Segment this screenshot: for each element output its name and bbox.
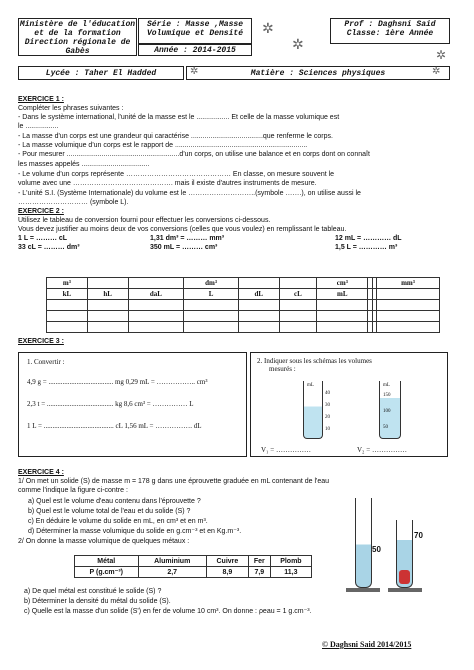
- table-cell: mm³: [376, 278, 439, 289]
- serie-box: [138, 18, 252, 44]
- serie-line-2: Volumique et Densité: [146, 29, 243, 38]
- table-cell: [47, 311, 88, 322]
- lycee-box: [18, 66, 184, 80]
- convert-row: 1 L = ........................................ cL 1,56 mL = ……………. dL: [27, 422, 202, 430]
- table-cell: Cuivre: [206, 556, 248, 567]
- ex2-title: EXERCICE 2 :: [18, 208, 64, 215]
- ex1-line: le .................: [18, 123, 59, 130]
- cylinder-1-tick: 40: [325, 391, 330, 396]
- ex1-line: - Le volume d'un corps représente ……………………………………… En classe, on mesure souvent le: [18, 171, 335, 178]
- table-cell: [87, 278, 128, 289]
- class-name: Classe: 1ère Année: [346, 29, 434, 38]
- serie-line-1: Série : Masse ,Masse: [146, 20, 243, 29]
- table-cell: [128, 278, 184, 289]
- cylinders-subtitle: mesurés :: [269, 365, 296, 373]
- conversion-item: 33 cL = ……… dm³: [18, 244, 80, 251]
- star-icon: ✲: [190, 66, 199, 77]
- prof-box: [330, 18, 450, 44]
- table-row: [75, 567, 312, 578]
- table-cell: hL: [87, 289, 128, 300]
- table-cell: [87, 311, 128, 322]
- conversion-item: 1,31 dm³ = ……… mm³: [150, 235, 225, 242]
- table-cell: Plomb: [270, 556, 311, 567]
- ex4-line: b) Quel est le volume total de l'eau et du solide (S) ?: [28, 508, 191, 515]
- table-cell: mL: [317, 289, 368, 300]
- star-icon: ✲: [436, 48, 447, 62]
- cylinder-2-unit: mL: [383, 383, 390, 388]
- convert-row: 4,9 g = ..................................... mg 0,29 mL = …………….. cm³: [27, 378, 208, 386]
- cylinder-2-tick: 100: [383, 409, 391, 414]
- lycee-text: Lycée : Taher El Hadded: [45, 69, 157, 78]
- ex3-title: EXERCICE 3 :: [18, 338, 64, 345]
- table-cell: [279, 300, 316, 311]
- convert-box: [18, 352, 247, 457]
- table-cell: Fer: [248, 556, 270, 567]
- metal-table: [74, 555, 312, 578]
- table-cell: [238, 311, 279, 322]
- ex1-line: - Pour mesurer ..........................................................d'un corps, on utilise une balance et en corps dont on connaît: [18, 151, 370, 158]
- ex1-line: - La masse d'un corps est une grandeur qui caractérise .....................................que renferme le corps.: [18, 133, 333, 140]
- table-cell: Métal: [75, 556, 139, 567]
- table-cell: L: [184, 289, 239, 300]
- year-text: Année : 2014-2015: [154, 46, 236, 55]
- matiere-text: Matière : Sciences physiques: [250, 69, 386, 78]
- cylinder-1-tick: 30: [325, 403, 330, 408]
- table-cell: dm³: [184, 278, 239, 289]
- table-cell: 11,3: [270, 567, 311, 578]
- table-cell: [184, 311, 239, 322]
- star-icon: ✲: [292, 36, 304, 52]
- table-cell: [184, 322, 239, 333]
- star-icon: ✲: [432, 66, 441, 77]
- year-box: [138, 44, 252, 56]
- ex2-line: Vous devez justifier au moins deux de vos conversions (celles que vous voulez) en remplissant le tableau.: [18, 226, 347, 233]
- conversion-item: 1 L = ……… cL: [18, 235, 68, 242]
- star-icon: ✲: [262, 20, 274, 36]
- cylinder-base: [346, 588, 380, 592]
- ex1-line: - La masse volumique d'un corps est le rapport de ....................................................................: [18, 142, 308, 149]
- cylinders-title: 2. Indiquer sous les schémas les volumes: [257, 357, 372, 365]
- ex4-question: b) Déterminer la densité du métal du solide (S).: [24, 598, 171, 605]
- table-cell: P (g.cm⁻³): [75, 567, 139, 578]
- cylinder-1-unit: mL: [307, 383, 314, 388]
- table-cell: [376, 322, 439, 333]
- conversion-table: [46, 277, 440, 333]
- ex4-line: d) Déterminer la masse volumique du solide en g.cm⁻³ et en Kg.m⁻³.: [28, 528, 242, 535]
- table-row: [47, 322, 440, 333]
- table-cell: [238, 322, 279, 333]
- table-cell: [376, 289, 439, 300]
- cylinder-mark-70: 70: [414, 531, 423, 540]
- table-cell: [238, 300, 279, 311]
- ex4-question: c) Quelle est la masse d'un solide (S') en fer de volume 10 cm³. On donne : ρeau = 1 g.cm⁻³.: [24, 608, 312, 615]
- ex1-line: - L'unité S.I. (Système Internationale) du volume est le ………………………..(symbole …….), on utilise aussi le: [18, 190, 361, 197]
- matiere-box: [186, 66, 450, 80]
- ex2-line: Utilisez le tableau de conversion fourni pour effectuer les conversions ci-dessous.: [18, 217, 271, 224]
- table-cell: 7,9: [248, 567, 270, 578]
- table-cell: [317, 311, 368, 322]
- table-cell: [128, 322, 184, 333]
- ex1-line: les masses appelés ...................................: [18, 161, 150, 168]
- table-cell: [238, 278, 279, 289]
- table-cell: 2,7: [138, 567, 206, 578]
- footer-copyright: © Daghsni Said 2014/2015: [322, 640, 412, 649]
- table-row: [47, 311, 440, 322]
- ministry-line-1: Ministère de l'éducation: [19, 20, 136, 29]
- ex4-line: a) Quel est le volume d'eau contenu dans l'éprouvette ?: [28, 498, 201, 505]
- ex4-title: EXERCICE 4 :: [18, 469, 64, 476]
- cylinder-2-tick: 50: [383, 425, 388, 430]
- cylinder-water-only: [355, 498, 372, 588]
- cylinders-box: [250, 352, 448, 457]
- table-cell: [376, 300, 439, 311]
- solid-object: [399, 570, 410, 584]
- table-cell: dL: [238, 289, 279, 300]
- table-cell: [317, 322, 368, 333]
- cylinder-1-tick: 20: [325, 415, 330, 420]
- cylinder-mark-50: 50: [372, 545, 381, 554]
- ministry-box: [18, 18, 137, 56]
- table-cell: [279, 278, 316, 289]
- table-cell: [47, 300, 88, 311]
- table-cell: [128, 311, 184, 322]
- convert-row: 2,3 t = ...................................... kg 8,6 cm³ = …………… L: [27, 400, 194, 408]
- table-cell: Aluminium: [138, 556, 206, 567]
- convert-title: 1. Convertir :: [27, 358, 65, 366]
- v2-answer: V₂ = ……………: [357, 446, 407, 454]
- table-cell: [376, 311, 439, 322]
- table-cell: [87, 322, 128, 333]
- table-row: [47, 278, 440, 289]
- cylinder-base: [388, 588, 422, 592]
- conversion-item: 12 mL = ………… dL: [335, 235, 402, 242]
- ministry-line-3: Direction régionale de Gabès: [24, 38, 131, 56]
- table-cell: kL: [47, 289, 88, 300]
- table-cell: [47, 322, 88, 333]
- v1-answer: V₁ = ……………: [261, 446, 311, 454]
- graduated-cylinder-1: [303, 381, 323, 439]
- table-cell: [317, 300, 368, 311]
- table-cell: cL: [279, 289, 316, 300]
- ex4-line: 1/ On met un solide (S) de masse m = 178 g dans une éprouvette graduée en mL contenant de l'eau: [18, 478, 330, 485]
- ex1-title: EXERCICE 1 :: [18, 96, 64, 103]
- table-row: [75, 556, 312, 567]
- table-cell: [87, 300, 128, 311]
- prof-name: Prof : Daghsni Said: [344, 20, 436, 29]
- table-cell: daL: [128, 289, 184, 300]
- table-row: [47, 300, 440, 311]
- table-cell: 8,9: [206, 567, 248, 578]
- table-row: [47, 289, 440, 300]
- ex4-line: c) En déduire le volume du solide en mL, en cm³ et en m³.: [28, 518, 208, 525]
- cylinder-2-tick: 150: [383, 393, 391, 398]
- conversion-item: 350 mL = ……… cm³: [150, 244, 218, 251]
- table-cell: m³: [47, 278, 88, 289]
- table-cell: [128, 300, 184, 311]
- ex1-line: - Dans le système international, l'unité de la masse est le ................. Et celle de la masse volumique est: [18, 114, 340, 121]
- ex1-line: volume avec une ……………………………………. mais il existe d'autres instruments de mesure.: [18, 180, 317, 187]
- ex4-line: comme l'indique la figure ci-contre :: [18, 487, 128, 494]
- ex1-line: ………………………… (symbole L).: [18, 199, 129, 206]
- table-cell: [279, 322, 316, 333]
- ex4-line: 2/ On donne la masse volumique de quelques métaux :: [18, 538, 190, 545]
- ex4-question: a) De quel métal est constitué le solide (S) ?: [24, 588, 162, 595]
- table-cell: [279, 311, 316, 322]
- table-cell: cm³: [317, 278, 368, 289]
- table-cell: [184, 300, 239, 311]
- ministry-line-2: et de la formation: [34, 29, 121, 38]
- ex1-line: Compléter les phrases suivantes :: [18, 105, 124, 112]
- conversion-item: 1,5 L = ………… m³: [335, 244, 398, 251]
- cylinder-1-tick: 10: [325, 427, 330, 432]
